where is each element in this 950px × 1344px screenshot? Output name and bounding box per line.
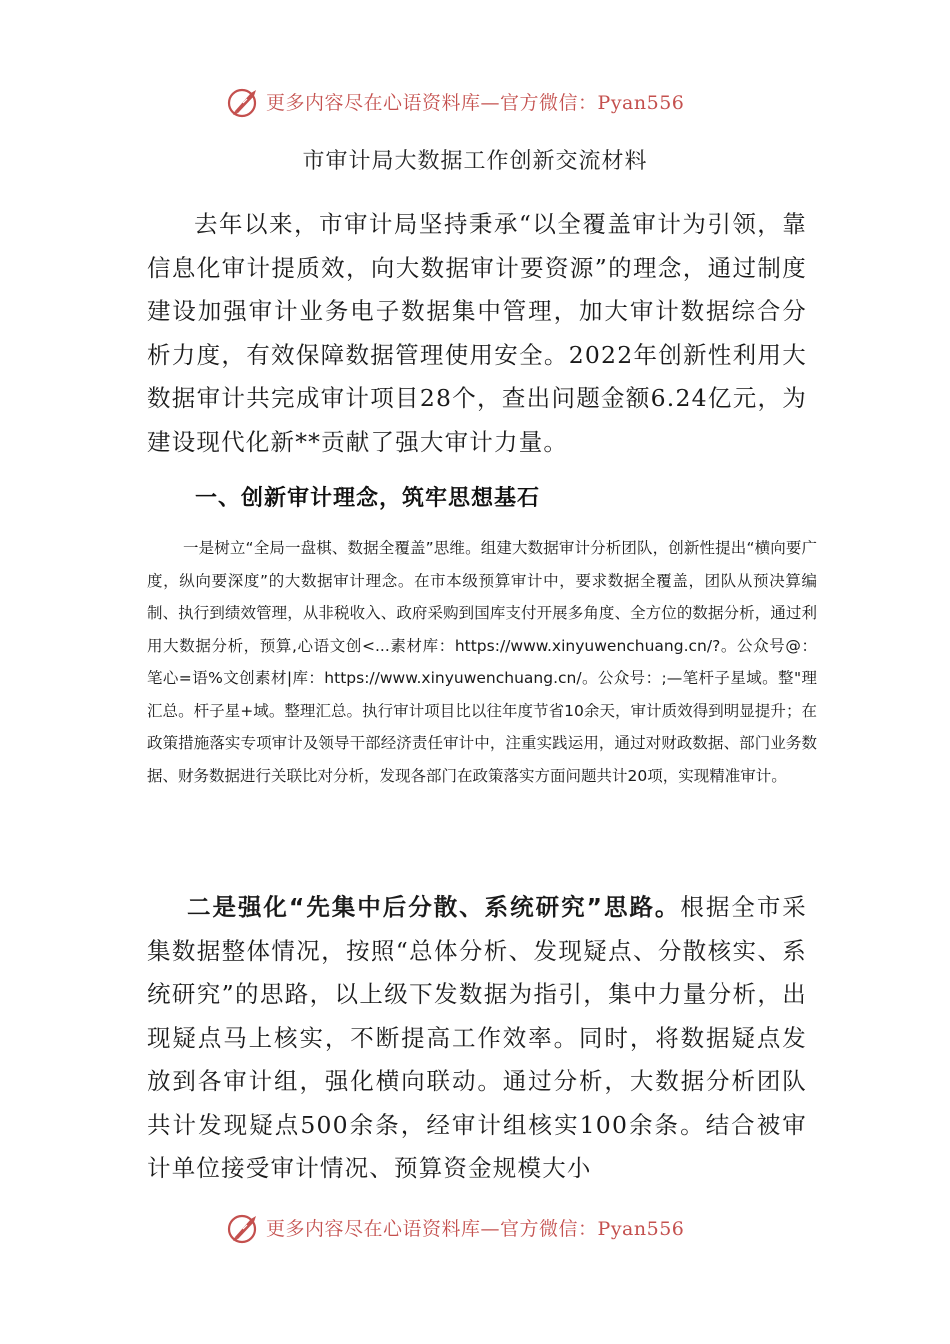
- pen-nib-circle-logo-icon: [226, 1210, 262, 1246]
- intro-paragraph: 去年以来，市审计局坚持秉承“以全覆盖审计为引领，靠信息化审计提质效，向大数据审计要资源”的理念，通过制度建设加强审计业务电子数据集中管理，加大审计数据综合分析力度，有效保障数据管理使用安全。2022年创新性利用大数据审计共完成审计项目28个，查出问题金额6.24亿元，为建设现代化新**贡献了强大审计力量。: [147, 210, 807, 456]
- section-heading: 一、创新审计理念，筑牢思想基石: [195, 486, 541, 511]
- banner-text: 更多内容尽在心语资料库—官方微信：Pyan556: [266, 1218, 685, 1240]
- pen-nib-circle-logo-icon: [226, 84, 262, 120]
- footer-watermark-banner: [0, 1208, 950, 1248]
- header-watermark-banner: [0, 82, 950, 122]
- section-point-1-paragraph: 一是树立“全局一盘棋、数据全覆盖”思维。组建大数据审计分析团队，创新性提出“横向要广度，纵向要深度”的大数据审计理念。在市本级预算审计中，要求数据全覆盖，团队从预决算编制、执行到绩效管理，从非税收入、政府采购到国库支付开展多角度、全方位的数据分析，通过利用大数据分析，预算,心语文创<...素材库：https://www.xinyuwenchuang.cn/?。公众号@：笔心=语%文创素材|库：https://www.xinyuwenchuang.cn/。公众号：;—笔杆子星域。整"理汇总。杆子星+域。整理汇总。执行审计项目比以往年度节省10余天，审计质效得到明显提升；在政策措施落实专项审计及领导干部经济责任审计中，注重实践运用，通过对财政数据、部门业务数据、财务数据进行关联比对分析，发现各部门在政策落实方面问题共计20项，实现精准审计。: [147, 539, 817, 785]
- banner-text: 更多内容尽在心语资料库—官方微信：Pyan556: [266, 92, 685, 114]
- point-2-lead: 二是强化“先集中后分散、系统研究”思路。: [187, 893, 681, 921]
- section-point-2-paragraph: [147, 886, 807, 1191]
- document-title: 市审计局大数据工作创新交流材料: [302, 149, 648, 174]
- point-2-body: 根据全市采集数据整体情况，按照“总体分析、发现疑点、分散核实、系统研究”的思路，以上级下发数据为指引，集中力量分析，出现疑点马上核实，不断提高工作效率。同时，将数据疑点发放到各审计组，强化横向联动。通过分析，大数据分析团队共计发现疑点500余条，经审计组核实100余条。结合被审计单位接受审计情况、预算资金规模大小: [147, 893, 808, 1182]
